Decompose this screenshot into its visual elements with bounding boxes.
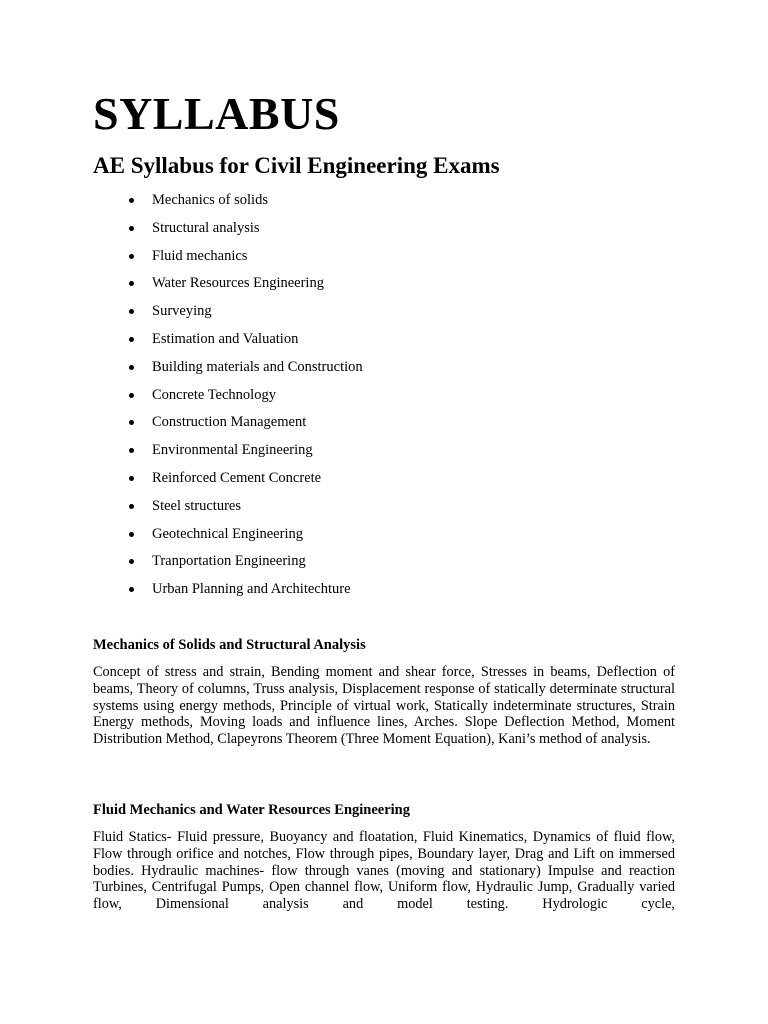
bullet-icon — [129, 281, 134, 286]
list-item-label: Building materials and Construction — [152, 358, 363, 375]
list-item — [93, 438, 363, 466]
list-item-label: Reinforced Cement Concrete — [152, 469, 322, 486]
bullet-icon — [129, 309, 134, 314]
list-item-label: Fluid mechanics — [152, 247, 248, 264]
list-item-label: Concrete Technology — [152, 386, 276, 403]
section-body-fluid-mechanics: Fluid Statics- Fluid pressure, Buoyancy and floatation, Fluid Kinematics, Dynamics of fluid flow, Flow through orifice and notches, Flow through pipes, Boundary layer, Drag and Lift on immersed bodies. Hydraulic machines- flow through vanes (moving and stationary) Impulse and reaction Turbines, Centrifugal Pumps, Open channel flow, Uniform flow, Hydraulic Jump, Gradually varied flow, Dimensional analysis and model testing. Hydrologic cycle, — [93, 829, 675, 913]
bullet-icon — [129, 393, 134, 398]
list-item — [93, 244, 363, 272]
list-item-label: Construction Management — [152, 414, 307, 431]
list-item — [93, 522, 363, 550]
list-item-label: Mechanics of solids — [152, 192, 268, 208]
list-item-label: Environmental Engineering — [152, 442, 313, 459]
list-item — [93, 355, 363, 383]
bullet-icon — [129, 420, 134, 425]
section-heading-fluid-mechanics: Fluid Mechanics and Water Resources Engineering — [93, 802, 410, 818]
list-item-label: Urban Planning and Architechture — [152, 581, 351, 598]
bullet-icon — [129, 504, 134, 509]
bullet-icon — [129, 532, 134, 537]
list-item — [93, 494, 363, 522]
list-item-label: Surveying — [152, 303, 212, 320]
section-body-mechanics: Concept of stress and strain, Bending moment and shear force, Stresses in beams, Deflection of beams, Theory of columns, Truss analysis, Displacement response of statically determinate structural systems using energy methods, Principle of virtual work, Statically indeterminate structures, Strain Energy methods, Moving loads and influence lines, Arches. Slope Deflection Method, Moment Distribution Method, Clapeyrons Theorem (Three Moment Equation), Kani’s method of analysis. — [93, 664, 675, 748]
bullet-icon — [129, 587, 134, 592]
list-item-label: Geotechnical Engineering — [152, 525, 303, 542]
list-item-label: Tranportation Engineering — [152, 553, 306, 570]
list-item-label: Steel structures — [152, 497, 241, 514]
list-item-label: Structural analysis — [152, 219, 260, 236]
list-item — [93, 410, 363, 438]
list-item — [93, 383, 363, 411]
list-item — [93, 577, 363, 605]
bullet-icon — [129, 476, 134, 481]
page-subtitle: AE Syllabus for Civil Engineering Exams — [93, 153, 500, 178]
bullet-icon — [129, 198, 134, 203]
list-item — [93, 271, 363, 299]
bullet-icon — [129, 254, 134, 259]
list-item — [93, 327, 363, 355]
list-item-label: Water Resources Engineering — [152, 275, 324, 292]
list-item — [93, 466, 363, 494]
bullet-icon — [129, 448, 134, 453]
bullet-icon — [129, 226, 134, 231]
section-heading-mechanics: Mechanics of Solids and Structural Analysis — [93, 637, 366, 653]
list-item — [93, 299, 363, 327]
list-item — [93, 216, 363, 244]
bullet-icon — [129, 559, 134, 564]
list-item — [93, 549, 363, 577]
list-item — [93, 188, 363, 216]
bullet-icon — [129, 365, 134, 370]
page-title: SYLLABUS — [93, 88, 340, 139]
topic-list — [93, 188, 363, 605]
list-item-label: Estimation and Valuation — [152, 330, 299, 347]
bullet-icon — [129, 337, 134, 342]
